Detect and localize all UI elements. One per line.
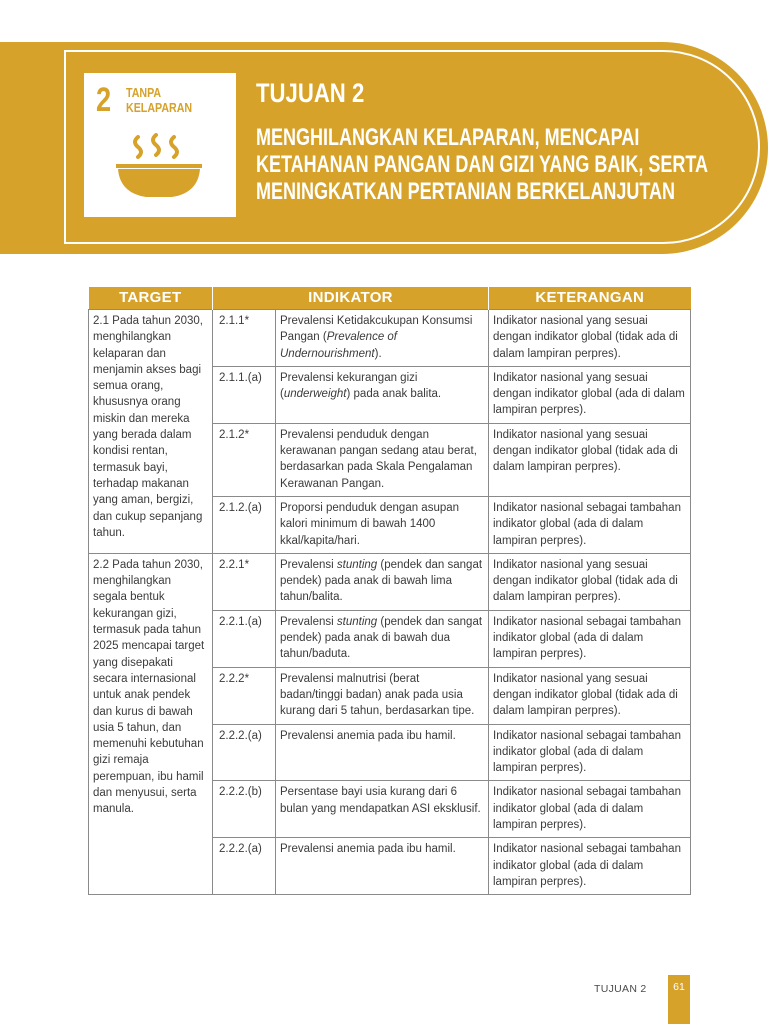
table-body bbox=[89, 310, 691, 895]
page-number: 61 bbox=[673, 981, 685, 993]
indicator-text-part: Prevalensi anemia pada ibu hamil. bbox=[280, 729, 456, 742]
indicator-text-part: Proporsi penduduk dengan asupan kalori minimum di bawah 1400 kkal/kapita/hari. bbox=[280, 501, 460, 547]
indicator-text-part: Prevalensi penduduk dengan kerawanan pangan sedang atau berat, berdasarkan pada Skala Pengalaman Kerawanan Pangan. bbox=[280, 428, 477, 490]
indicator-text bbox=[276, 366, 489, 423]
indicator-term: stunting bbox=[336, 558, 378, 571]
keterangan-cell: Indikator nasional yang sesuai dengan indikator global (tidak ada di dalam lampiran perpres). bbox=[489, 310, 691, 367]
indicator-text bbox=[276, 610, 489, 667]
indicator-text-part: ) pada anak balita. bbox=[346, 388, 442, 401]
indicator-code: 2.2.2.(b) bbox=[213, 781, 276, 838]
indicator-text-part: (pendek dan sangat pendek) pada anak di bawah dua tahun/baduta. bbox=[280, 615, 483, 661]
keterangan-cell: Indikator nasional sebagai tambahan indikator global (ada di dalam lampiran perpres). bbox=[489, 724, 691, 781]
indicator-text-part: (pendek dan sangat pendek) pada anak di bawah lima tahun/balita. bbox=[280, 558, 483, 604]
indicator-text bbox=[276, 838, 489, 895]
goal-label: TUJUAN 2 bbox=[256, 78, 365, 108]
indicator-text-part: Prevalensi bbox=[280, 615, 337, 628]
indicator-term: stunting bbox=[336, 615, 378, 628]
indicator-text bbox=[276, 724, 489, 781]
sdg-name: TANPA KELAPARAN bbox=[126, 85, 193, 115]
header-keterangan: KETERANGAN bbox=[489, 287, 691, 310]
table-row bbox=[89, 310, 691, 367]
indicator-code: 2.1.2* bbox=[213, 423, 276, 496]
header-target: TARGET bbox=[89, 287, 213, 310]
indicator-term: Prevalence of Undernourishment bbox=[280, 331, 398, 360]
keterangan-cell: Indikator nasional sebagai tambahan indikator global (ada di dalam lampiran perpres). bbox=[489, 781, 691, 838]
indicator-text-part: Prevalensi anemia pada ibu hamil. bbox=[280, 843, 456, 856]
keterangan-cell: Indikator nasional sebagai tambahan indikator global (ada di dalam lampiran perpres). bbox=[489, 838, 691, 895]
header-indikator: INDIKATOR bbox=[213, 287, 489, 310]
indicator-code: 2.1.1.(a) bbox=[213, 366, 276, 423]
indicator-text-part: Prevalensi kekurangan gizi ( bbox=[280, 371, 418, 401]
indicator-text-part: ). bbox=[374, 347, 382, 360]
indicator-text bbox=[276, 496, 489, 553]
indicator-code: 2.1.1* bbox=[213, 310, 276, 367]
indicator-text-part: Prevalensi malnutrisi (berat badan/tinggi badan) anak pada usia kurang dari 5 tahun, berdasarkan tipe. bbox=[280, 672, 475, 718]
indicator-code: 2.2.2.(a) bbox=[213, 838, 276, 895]
target-cell: 2.2 Pada tahun 2030, menghilangkan segala bentuk kekurangan gizi, termasuk pada tahun 2025 mencapai target yang disepakati secara internasional untuk anak pendek dan kurus di bawah usia 5 tahun, dan memenuhi kebutuhan gizi remaja perempuan, ibu hamil dan menyusui, serta manula. bbox=[89, 553, 213, 894]
bowl-icon bbox=[114, 133, 204, 205]
keterangan-cell: Indikator nasional sebagai tambahan indikator global (ada di dalam lampiran perpres). bbox=[489, 610, 691, 667]
page-tab bbox=[668, 975, 690, 1024]
indicator-text bbox=[276, 553, 489, 610]
indicator-code: 2.2.1* bbox=[213, 553, 276, 610]
indicator-text bbox=[276, 781, 489, 838]
target-cell: 2.1 Pada tahun 2030, menghilangkan kelaparan dan menjamin akses bagi semua orang, khususnya orang miskin dan mereka yang berada dalam kondisi rentan, termasuk bayi, terhadap makanan yang aman, bergizi, dan cukup sepanjang tahun. bbox=[89, 310, 213, 554]
goal-title: MENGHILANGKAN KELAPARAN, MENCAPAI KETAHANAN PANGAN DAN GIZI YANG BAIK, SERTA MENINGKATKAN PERTANIAN BERKELANJUTAN bbox=[256, 124, 709, 205]
indicator-text-part: Prevalensi Ketidakcukupan Konsumsi Pangan ( bbox=[280, 315, 473, 344]
keterangan-cell: Indikator nasional sebagai tambahan indikator global (ada di dalam lampiran perpres). bbox=[489, 496, 691, 553]
sdg-number: 2 bbox=[96, 81, 112, 119]
target-indicator-table bbox=[88, 287, 691, 895]
indicator-text bbox=[276, 423, 489, 496]
indicator-term: underweight bbox=[283, 388, 347, 401]
table-row bbox=[89, 553, 691, 610]
sdg-logo bbox=[84, 73, 236, 217]
indicator-code: 2.2.1.(a) bbox=[213, 610, 276, 667]
indicator-code: 2.1.2.(a) bbox=[213, 496, 276, 553]
keterangan-cell: Indikator nasional yang sesuai dengan indikator global (ada di dalam lampiran perpres). bbox=[489, 366, 691, 423]
indicator-code: 2.2.2* bbox=[213, 667, 276, 724]
table-header-row bbox=[89, 287, 691, 310]
indicator-code: 2.2.2.(a) bbox=[213, 724, 276, 781]
indicator-text bbox=[276, 310, 489, 367]
footer-label: TUJUAN 2 bbox=[594, 983, 647, 995]
indicator-text bbox=[276, 667, 489, 724]
indicator-text-part: Persentase bayi usia kurang dari 6 bulan yang mendapatkan ASI eksklusif. bbox=[280, 786, 481, 815]
keterangan-cell: Indikator nasional yang sesuai dengan indikator global (tidak ada di dalam lampiran perpres). bbox=[489, 423, 691, 496]
keterangan-cell: Indikator nasional yang sesuai dengan indikator global (tidak ada di dalam lampiran perpres). bbox=[489, 667, 691, 724]
keterangan-cell: Indikator nasional yang sesuai dengan indikator global (tidak ada di dalam lampiran perpres). bbox=[489, 553, 691, 610]
indicator-text-part: Prevalensi bbox=[280, 558, 337, 571]
